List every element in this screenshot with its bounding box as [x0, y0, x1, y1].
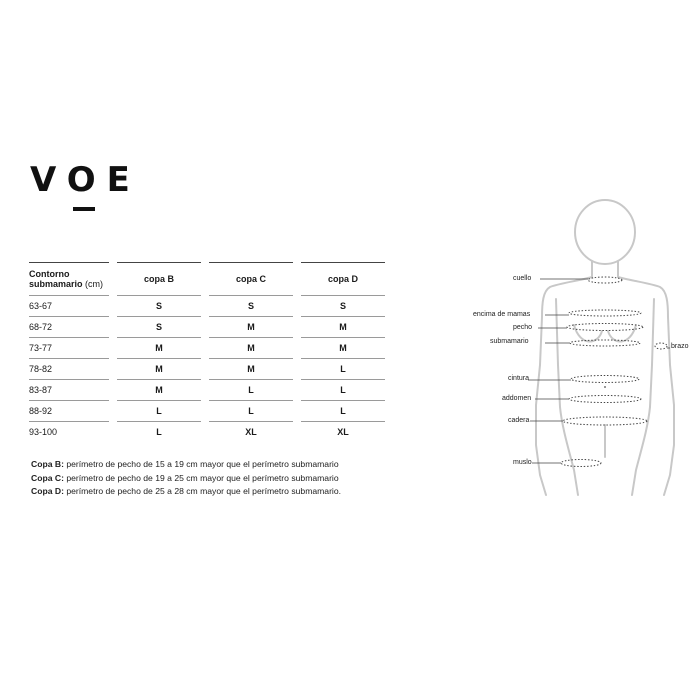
brand-logo: VOE — [30, 160, 141, 200]
table-row — [29, 359, 385, 380]
label-cuello: cuello — [513, 275, 532, 282]
cell-copa-c: XL — [245, 427, 257, 437]
label-pecho: pecho — [513, 324, 533, 331]
note-copa-b — [31, 458, 341, 472]
row-range: 73-77 — [29, 338, 109, 359]
note-text: perímetro de pecho de 19 a 25 cm mayor que el perímetro submamario — [66, 472, 339, 483]
cell-copa-d: L — [301, 401, 385, 422]
cell-copa-b: S — [117, 296, 201, 317]
header-contorno-line1: Contorno — [29, 269, 70, 279]
cell-copa-c: L — [209, 380, 293, 401]
table-header-row — [29, 262, 385, 296]
cell-copa-c: M — [209, 317, 293, 338]
cell-copa-d: L — [301, 359, 385, 380]
table-row — [29, 401, 385, 422]
row-range: 93-100 — [29, 427, 58, 437]
header-copa-d: copa D — [301, 262, 385, 296]
cell-copa-d: S — [301, 296, 385, 317]
cell-copa-c: L — [209, 401, 293, 422]
row-range: 63-67 — [29, 296, 109, 317]
label-encima-de-mamas: encima de mamas — [473, 311, 531, 318]
row-range: 68-72 — [29, 317, 109, 338]
body-outline-illustration — [470, 195, 695, 500]
cell-copa-d: M — [301, 338, 385, 359]
header-contorno — [29, 262, 109, 296]
logo-underline — [73, 207, 95, 211]
table-row — [29, 317, 385, 338]
cell-copa-b: L — [156, 427, 162, 437]
note-label: Copa D: — [31, 486, 64, 496]
row-range: 78-82 — [29, 359, 109, 380]
label-cintura: cintura — [508, 375, 530, 382]
cell-copa-b: M — [117, 359, 201, 380]
note-text: perímetro de pecho de 15 a 19 cm mayor que el perímetro submamario — [66, 459, 339, 469]
row-range: 83-87 — [29, 380, 109, 401]
cell-copa-d: L — [301, 380, 385, 401]
table-row — [29, 338, 385, 359]
cell-copa-c: M — [209, 338, 293, 359]
row-range: 88-92 — [29, 401, 109, 422]
label-cadera: cadera — [508, 417, 530, 424]
cup-notes — [31, 458, 341, 499]
cell-copa-b: L — [117, 401, 201, 422]
note-label: Copa C: — [31, 472, 64, 483]
cell-copa-c: M — [209, 359, 293, 380]
label-brazo: brazo — [671, 343, 689, 350]
header-unit: (cm) — [85, 279, 104, 289]
table-row — [29, 296, 385, 317]
cell-copa-d: XL — [337, 427, 349, 437]
cell-copa-b: S — [117, 317, 201, 338]
cell-copa-b: M — [117, 380, 201, 401]
label-addomen: addomen — [502, 395, 532, 402]
table-row — [29, 422, 385, 442]
cell-copa-c: S — [209, 296, 293, 317]
note-copa-d — [31, 485, 341, 499]
label-muslo: muslo — [513, 459, 532, 466]
body-measurement-figure — [470, 195, 695, 500]
header-copa-c: copa C — [209, 262, 293, 296]
size-chart-table — [29, 262, 385, 442]
note-label: Copa B: — [31, 459, 64, 469]
label-submamario: submamario — [490, 338, 529, 345]
note-text: perímetro de pecho de 25 a 28 cm mayor que el perímetro submamario. — [66, 486, 342, 496]
header-copa-b: copa B — [117, 262, 201, 296]
table-row — [29, 380, 385, 401]
cell-copa-d: M — [301, 317, 385, 338]
header-contorno-line2: submamario — [29, 279, 83, 289]
note-copa-c — [31, 472, 341, 486]
cell-copa-b: M — [117, 338, 201, 359]
